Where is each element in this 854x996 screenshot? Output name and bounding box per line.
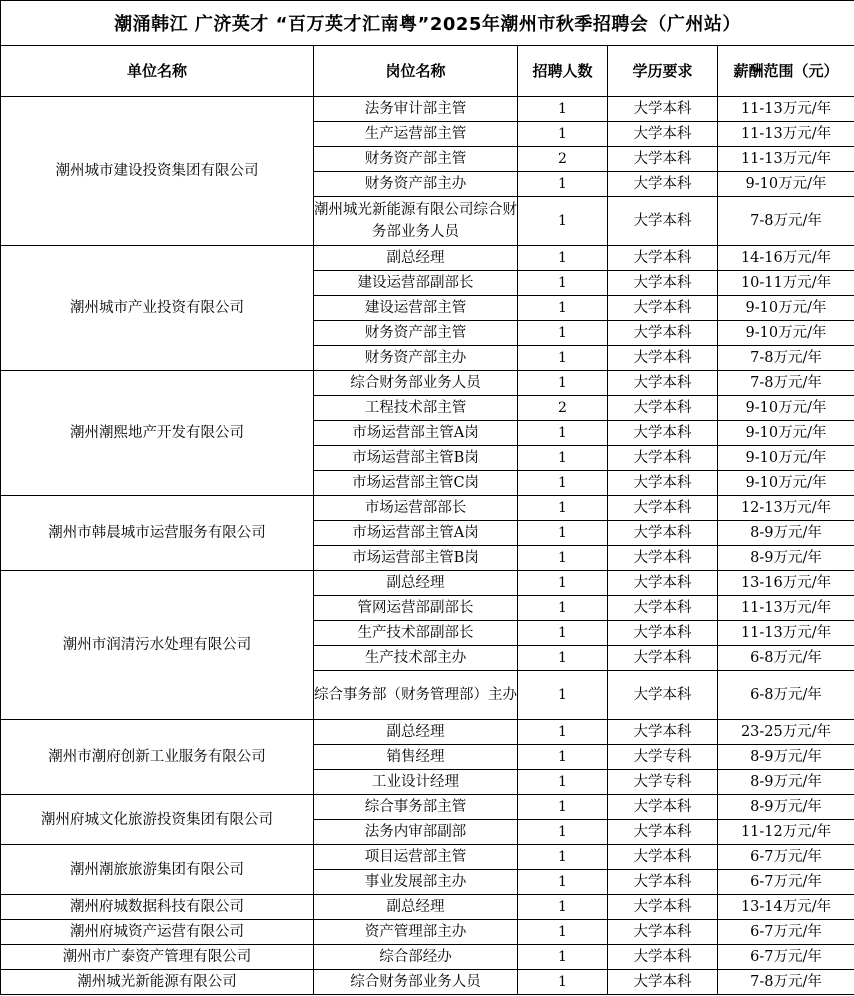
position-cell: 市场运营部主管B岗 bbox=[314, 446, 518, 471]
salary-cell: 11-13万元/年 bbox=[718, 122, 854, 147]
education-cell: 大学本科 bbox=[608, 172, 718, 197]
hire-count-cell: 1 bbox=[518, 970, 608, 995]
position-cell: 综合事务部主管 bbox=[314, 795, 518, 820]
education-cell: 大学专科 bbox=[608, 745, 718, 770]
table-row bbox=[1, 970, 854, 995]
salary-cell: 13-16万元/年 bbox=[718, 571, 854, 596]
position-cell: 市场运营部主管C岗 bbox=[314, 471, 518, 496]
hire-count-cell: 1 bbox=[518, 172, 608, 197]
hire-count-cell: 1 bbox=[518, 471, 608, 496]
education-cell: 大学本科 bbox=[608, 296, 718, 321]
table-row bbox=[1, 97, 854, 122]
unit-name-cell: 潮州府城资产运营有限公司 bbox=[1, 920, 314, 945]
education-cell: 大学本科 bbox=[608, 795, 718, 820]
hire-count-cell: 1 bbox=[518, 745, 608, 770]
education-cell: 大学本科 bbox=[608, 122, 718, 147]
unit-name-cell: 潮州城光新能源有限公司 bbox=[1, 970, 314, 995]
hire-count-cell: 1 bbox=[518, 845, 608, 870]
position-cell: 生产技术部副部长 bbox=[314, 621, 518, 646]
education-cell: 大学本科 bbox=[608, 197, 718, 246]
table-row bbox=[1, 720, 854, 745]
position-cell: 法务内审部副部 bbox=[314, 820, 518, 845]
position-cell: 副总经理 bbox=[314, 895, 518, 920]
salary-cell: 9-10万元/年 bbox=[718, 172, 854, 197]
hire-count-cell: 1 bbox=[518, 820, 608, 845]
hire-count-cell: 1 bbox=[518, 671, 608, 720]
unit-name-cell: 潮州市润清污水处理有限公司 bbox=[1, 571, 314, 720]
education-cell: 大学本科 bbox=[608, 97, 718, 122]
table-body bbox=[1, 97, 854, 995]
hire-count-cell: 1 bbox=[518, 122, 608, 147]
education-cell: 大学本科 bbox=[608, 596, 718, 621]
salary-cell: 6-7万元/年 bbox=[718, 920, 854, 945]
education-cell: 大学本科 bbox=[608, 621, 718, 646]
header-unit-name: 单位名称 bbox=[1, 46, 314, 97]
hire-count-cell: 1 bbox=[518, 646, 608, 671]
salary-cell: 7-8万元/年 bbox=[718, 197, 854, 246]
salary-cell: 23-25万元/年 bbox=[718, 720, 854, 745]
position-cell: 财务资产部主办 bbox=[314, 172, 518, 197]
unit-name-cell: 潮州城市建设投资集团有限公司 bbox=[1, 97, 314, 246]
position-cell: 项目运营部主管 bbox=[314, 845, 518, 870]
education-cell: 大学本科 bbox=[608, 521, 718, 546]
header-education: 学历要求 bbox=[608, 46, 718, 97]
salary-cell: 11-12万元/年 bbox=[718, 820, 854, 845]
salary-cell: 10-11万元/年 bbox=[718, 271, 854, 296]
hire-count-cell: 1 bbox=[518, 920, 608, 945]
position-cell: 财务资产部主办 bbox=[314, 346, 518, 371]
hire-count-cell: 1 bbox=[518, 446, 608, 471]
header-hire-count: 招聘人数 bbox=[518, 46, 608, 97]
hire-count-cell: 1 bbox=[518, 895, 608, 920]
salary-cell: 11-13万元/年 bbox=[718, 97, 854, 122]
education-cell: 大学本科 bbox=[608, 646, 718, 671]
position-cell: 工程技术部主管 bbox=[314, 396, 518, 421]
salary-cell: 8-9万元/年 bbox=[718, 745, 854, 770]
position-cell: 事业发展部主办 bbox=[314, 870, 518, 895]
hire-count-cell: 1 bbox=[518, 945, 608, 970]
position-cell: 管网运营部副部长 bbox=[314, 596, 518, 621]
education-cell: 大学本科 bbox=[608, 970, 718, 995]
salary-cell: 6-8万元/年 bbox=[718, 671, 854, 720]
hire-count-cell: 1 bbox=[518, 496, 608, 521]
education-cell: 大学本科 bbox=[608, 396, 718, 421]
hire-count-cell: 1 bbox=[518, 621, 608, 646]
education-cell: 大学本科 bbox=[608, 845, 718, 870]
education-cell: 大学本科 bbox=[608, 446, 718, 471]
table-row bbox=[1, 496, 854, 521]
hire-count-cell: 1 bbox=[518, 197, 608, 246]
education-cell: 大学本科 bbox=[608, 720, 718, 745]
education-cell: 大学本科 bbox=[608, 421, 718, 446]
salary-cell: 14-16万元/年 bbox=[718, 246, 854, 271]
salary-cell: 11-13万元/年 bbox=[718, 147, 854, 172]
salary-cell: 9-10万元/年 bbox=[718, 446, 854, 471]
hire-count-cell: 1 bbox=[518, 97, 608, 122]
education-cell: 大学本科 bbox=[608, 546, 718, 571]
hire-count-cell: 1 bbox=[518, 246, 608, 271]
salary-cell: 8-9万元/年 bbox=[718, 546, 854, 571]
salary-cell: 9-10万元/年 bbox=[718, 471, 854, 496]
position-cell: 生产技术部主办 bbox=[314, 646, 518, 671]
salary-cell: 7-8万元/年 bbox=[718, 970, 854, 995]
hire-count-cell: 1 bbox=[518, 346, 608, 371]
education-cell: 大学本科 bbox=[608, 371, 718, 396]
salary-cell: 8-9万元/年 bbox=[718, 521, 854, 546]
salary-cell: 8-9万元/年 bbox=[718, 795, 854, 820]
hire-count-cell: 1 bbox=[518, 770, 608, 795]
salary-cell: 7-8万元/年 bbox=[718, 371, 854, 396]
unit-name-cell: 潮州市广泰资产管理有限公司 bbox=[1, 945, 314, 970]
position-cell: 综合财务部业务人员 bbox=[314, 970, 518, 995]
education-cell: 大学本科 bbox=[608, 820, 718, 845]
position-cell: 建设运营部主管 bbox=[314, 296, 518, 321]
unit-name-cell: 潮州府城文化旅游投资集团有限公司 bbox=[1, 795, 314, 845]
education-cell: 大学本科 bbox=[608, 471, 718, 496]
hire-count-cell: 1 bbox=[518, 296, 608, 321]
hire-count-cell: 1 bbox=[518, 795, 608, 820]
salary-cell: 13-14万元/年 bbox=[718, 895, 854, 920]
salary-cell: 9-10万元/年 bbox=[718, 321, 854, 346]
education-cell: 大学本科 bbox=[608, 271, 718, 296]
salary-cell: 11-13万元/年 bbox=[718, 596, 854, 621]
unit-name-cell: 潮州潮旅旅游集团有限公司 bbox=[1, 845, 314, 895]
education-cell: 大学本科 bbox=[608, 920, 718, 945]
salary-cell: 8-9万元/年 bbox=[718, 770, 854, 795]
salary-cell: 6-7万元/年 bbox=[718, 870, 854, 895]
salary-cell: 7-8万元/年 bbox=[718, 346, 854, 371]
salary-cell: 6-7万元/年 bbox=[718, 945, 854, 970]
education-cell: 大学本科 bbox=[608, 147, 718, 172]
salary-cell: 12-13万元/年 bbox=[718, 496, 854, 521]
position-cell: 生产运营部主管 bbox=[314, 122, 518, 147]
table-row bbox=[1, 895, 854, 920]
education-cell: 大学本科 bbox=[608, 870, 718, 895]
salary-cell: 9-10万元/年 bbox=[718, 296, 854, 321]
position-cell: 副总经理 bbox=[314, 246, 518, 271]
position-cell: 副总经理 bbox=[314, 571, 518, 596]
salary-cell: 9-10万元/年 bbox=[718, 396, 854, 421]
table-row bbox=[1, 795, 854, 820]
hire-count-cell: 1 bbox=[518, 421, 608, 446]
hire-count-cell: 1 bbox=[518, 521, 608, 546]
position-cell: 潮州城光新能源有限公司综合财务部业务人员 bbox=[314, 197, 518, 246]
position-cell: 财务资产部主管 bbox=[314, 321, 518, 346]
table-row bbox=[1, 845, 854, 870]
position-cell: 市场运营部主管A岗 bbox=[314, 521, 518, 546]
salary-cell: 6-8万元/年 bbox=[718, 646, 854, 671]
education-cell: 大学本科 bbox=[608, 945, 718, 970]
education-cell: 大学本科 bbox=[608, 346, 718, 371]
hire-count-cell: 1 bbox=[518, 371, 608, 396]
unit-name-cell: 潮州城市产业投资有限公司 bbox=[1, 246, 314, 371]
table-row bbox=[1, 371, 854, 396]
education-cell: 大学本科 bbox=[608, 671, 718, 720]
hire-count-cell: 1 bbox=[518, 546, 608, 571]
position-cell: 销售经理 bbox=[314, 745, 518, 770]
table-row bbox=[1, 246, 854, 271]
education-cell: 大学本科 bbox=[608, 496, 718, 521]
salary-cell: 9-10万元/年 bbox=[718, 421, 854, 446]
unit-name-cell: 潮州潮熙地产开发有限公司 bbox=[1, 371, 314, 496]
header-position-name: 岗位名称 bbox=[314, 46, 518, 97]
header-salary-range: 薪酬范围（元） bbox=[718, 46, 854, 97]
education-cell: 大学专科 bbox=[608, 770, 718, 795]
position-cell: 工业设计经理 bbox=[314, 770, 518, 795]
hire-count-cell: 1 bbox=[518, 571, 608, 596]
position-cell: 综合部经办 bbox=[314, 945, 518, 970]
position-cell: 法务审计部主管 bbox=[314, 97, 518, 122]
hire-count-cell: 2 bbox=[518, 396, 608, 421]
hire-count-cell: 1 bbox=[518, 870, 608, 895]
unit-name-cell: 潮州府城数据科技有限公司 bbox=[1, 895, 314, 920]
table-row bbox=[1, 945, 854, 970]
position-cell: 副总经理 bbox=[314, 720, 518, 745]
education-cell: 大学本科 bbox=[608, 321, 718, 346]
salary-cell: 11-13万元/年 bbox=[718, 621, 854, 646]
hire-count-cell: 1 bbox=[518, 271, 608, 296]
unit-name-cell: 潮州市韩晨城市运营服务有限公司 bbox=[1, 496, 314, 571]
unit-name-cell: 潮州市潮府创新工业服务有限公司 bbox=[1, 720, 314, 795]
position-cell: 市场运营部部长 bbox=[314, 496, 518, 521]
table-title: 潮涌韩江 广济英才 “百万英才汇南粤”2025年潮州市秋季招聘会（广州站） bbox=[1, 1, 854, 46]
hire-count-cell: 1 bbox=[518, 321, 608, 346]
hire-count-cell: 1 bbox=[518, 596, 608, 621]
position-cell: 建设运营部副部长 bbox=[314, 271, 518, 296]
position-cell: 市场运营部主管B岗 bbox=[314, 546, 518, 571]
hire-count-cell: 2 bbox=[518, 147, 608, 172]
salary-cell: 6-7万元/年 bbox=[718, 845, 854, 870]
position-cell: 市场运营部主管A岗 bbox=[314, 421, 518, 446]
position-cell: 综合事务部（财务管理部）主办 bbox=[314, 671, 518, 720]
education-cell: 大学本科 bbox=[608, 895, 718, 920]
table-row bbox=[1, 571, 854, 596]
table-row bbox=[1, 920, 854, 945]
position-cell: 资产管理部主办 bbox=[314, 920, 518, 945]
hire-count-cell: 1 bbox=[518, 720, 608, 745]
position-cell: 综合财务部业务人员 bbox=[314, 371, 518, 396]
education-cell: 大学本科 bbox=[608, 246, 718, 271]
education-cell: 大学本科 bbox=[608, 571, 718, 596]
position-cell: 财务资产部主管 bbox=[314, 147, 518, 172]
